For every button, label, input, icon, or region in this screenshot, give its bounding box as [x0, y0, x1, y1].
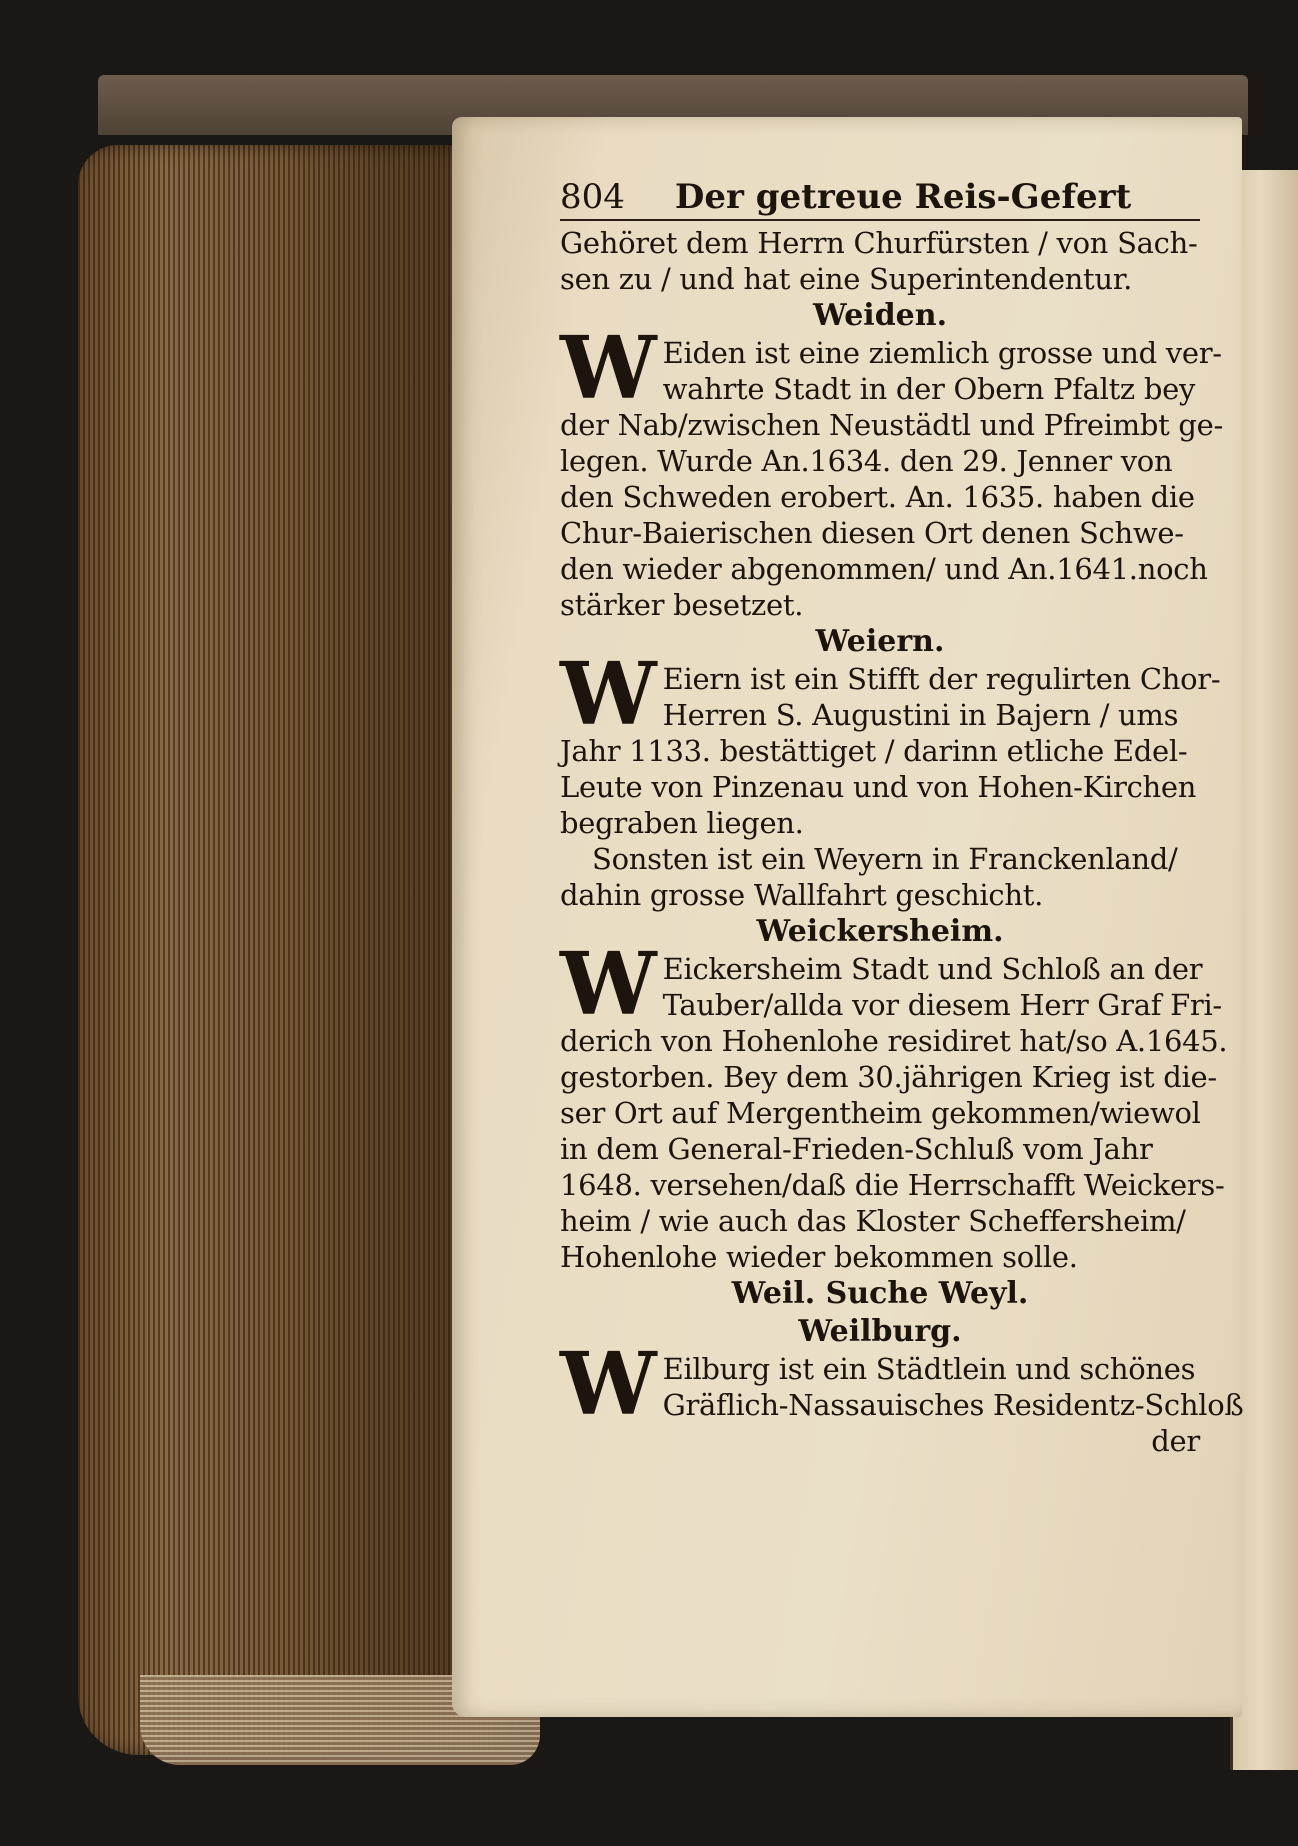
- running-header: [560, 177, 1200, 221]
- text-line: dahin grosse Wallfahrt geschicht.: [560, 878, 1043, 912]
- text-line: Eickersheim Stadt und Schloß an der: [662, 952, 1203, 986]
- text-line: Chur-Baierischen diesen Ort denen Schwe-: [560, 516, 1184, 550]
- text-line: Eiden ist eine ziemlich grosse und ver-: [662, 336, 1222, 370]
- book: [80, 75, 1298, 1765]
- printed-page: [452, 117, 1242, 1717]
- text-line: Herren S. Augustini in Bajern / ums: [662, 698, 1179, 732]
- drop-capital: W: [560, 934, 657, 1035]
- text-line: Tauber/allda vor diesem Herr Graf Fri-: [662, 988, 1222, 1022]
- text-line: in dem General-Frieden-Schluß vom Jahr: [560, 1132, 1153, 1166]
- text-line: Eiern ist ein Stifft der regulirten Chor-: [662, 662, 1221, 696]
- text-line: Hohenlohe wieder bekommen solle.: [560, 1240, 1078, 1274]
- entry-heading: Weiern.: [815, 624, 945, 659]
- text-line: heim / wie auch das Kloster Scheffersheim/: [560, 1204, 1186, 1238]
- page-text: [560, 177, 1244, 1459]
- entry-weiern: [560, 644, 1221, 913]
- text-line: ser Ort auf Mergentheim gekommen/wiewol: [560, 1096, 1201, 1130]
- text-line: legen. Wurde An.1634. den 29. Jenner von: [560, 444, 1173, 478]
- text-line: stärker besetzet.: [560, 588, 804, 622]
- text-line: den Schweden erobert. An. 1635. haben die: [560, 480, 1195, 514]
- text-line: der Nab/zwischen Neustädtl und Pfreimbt ge-: [560, 408, 1224, 442]
- text-line: derich von Hohenlohe residiret hat/so A.1645.: [560, 1024, 1228, 1058]
- entry-weickersheim: [560, 934, 1228, 1275]
- catchword: der: [1151, 1424, 1200, 1458]
- drop-capital: W: [560, 1334, 657, 1435]
- text-line: den wieder abgenommen/ und An.1641.noch: [560, 552, 1208, 586]
- entry-weilburg: [560, 1334, 1244, 1435]
- entry-heading: Weickersheim.: [756, 914, 1004, 949]
- text-line: Leute von Pinzenau und von Hohen-Kirchen: [560, 770, 1197, 804]
- intro-line: sen zu / und hat eine Superintendentur.: [560, 262, 1133, 296]
- entry-heading: Weilburg.: [798, 1314, 962, 1349]
- text-line: 1648. versehen/daß die Herrschafft Weickers-: [560, 1168, 1225, 1202]
- text-line: Jahr 1133. bestättiget / darinn etliche Edel-: [560, 734, 1188, 768]
- text-line: gestorben. Bey dem 30.jährigen Krieg ist die-: [560, 1060, 1217, 1094]
- text-line: Sonsten ist ein Weyern in Franckenland/: [592, 842, 1178, 876]
- text-line: Eilburg ist ein Städtlein und schönes: [662, 1352, 1196, 1386]
- text-line: Gräflich-Nassauisches Residentz-Schloß: [662, 1388, 1244, 1422]
- text-line: wahrte Stadt in der Obern Pfaltz bey: [662, 372, 1196, 406]
- drop-capital: W: [560, 644, 657, 745]
- entry-weiden: [560, 318, 1224, 623]
- drop-capital: W: [560, 318, 657, 419]
- entry-heading: Weil. Suche Weyl.: [731, 1276, 1029, 1311]
- page-number: 804: [560, 177, 625, 217]
- entry-heading: Weiden.: [812, 298, 948, 333]
- text-line: begraben liegen.: [560, 806, 804, 840]
- running-title: Der getreue Reis-Gefert: [674, 177, 1132, 217]
- intro-line: Gehöret dem Herrn Churfürsten / von Sach-: [560, 226, 1198, 260]
